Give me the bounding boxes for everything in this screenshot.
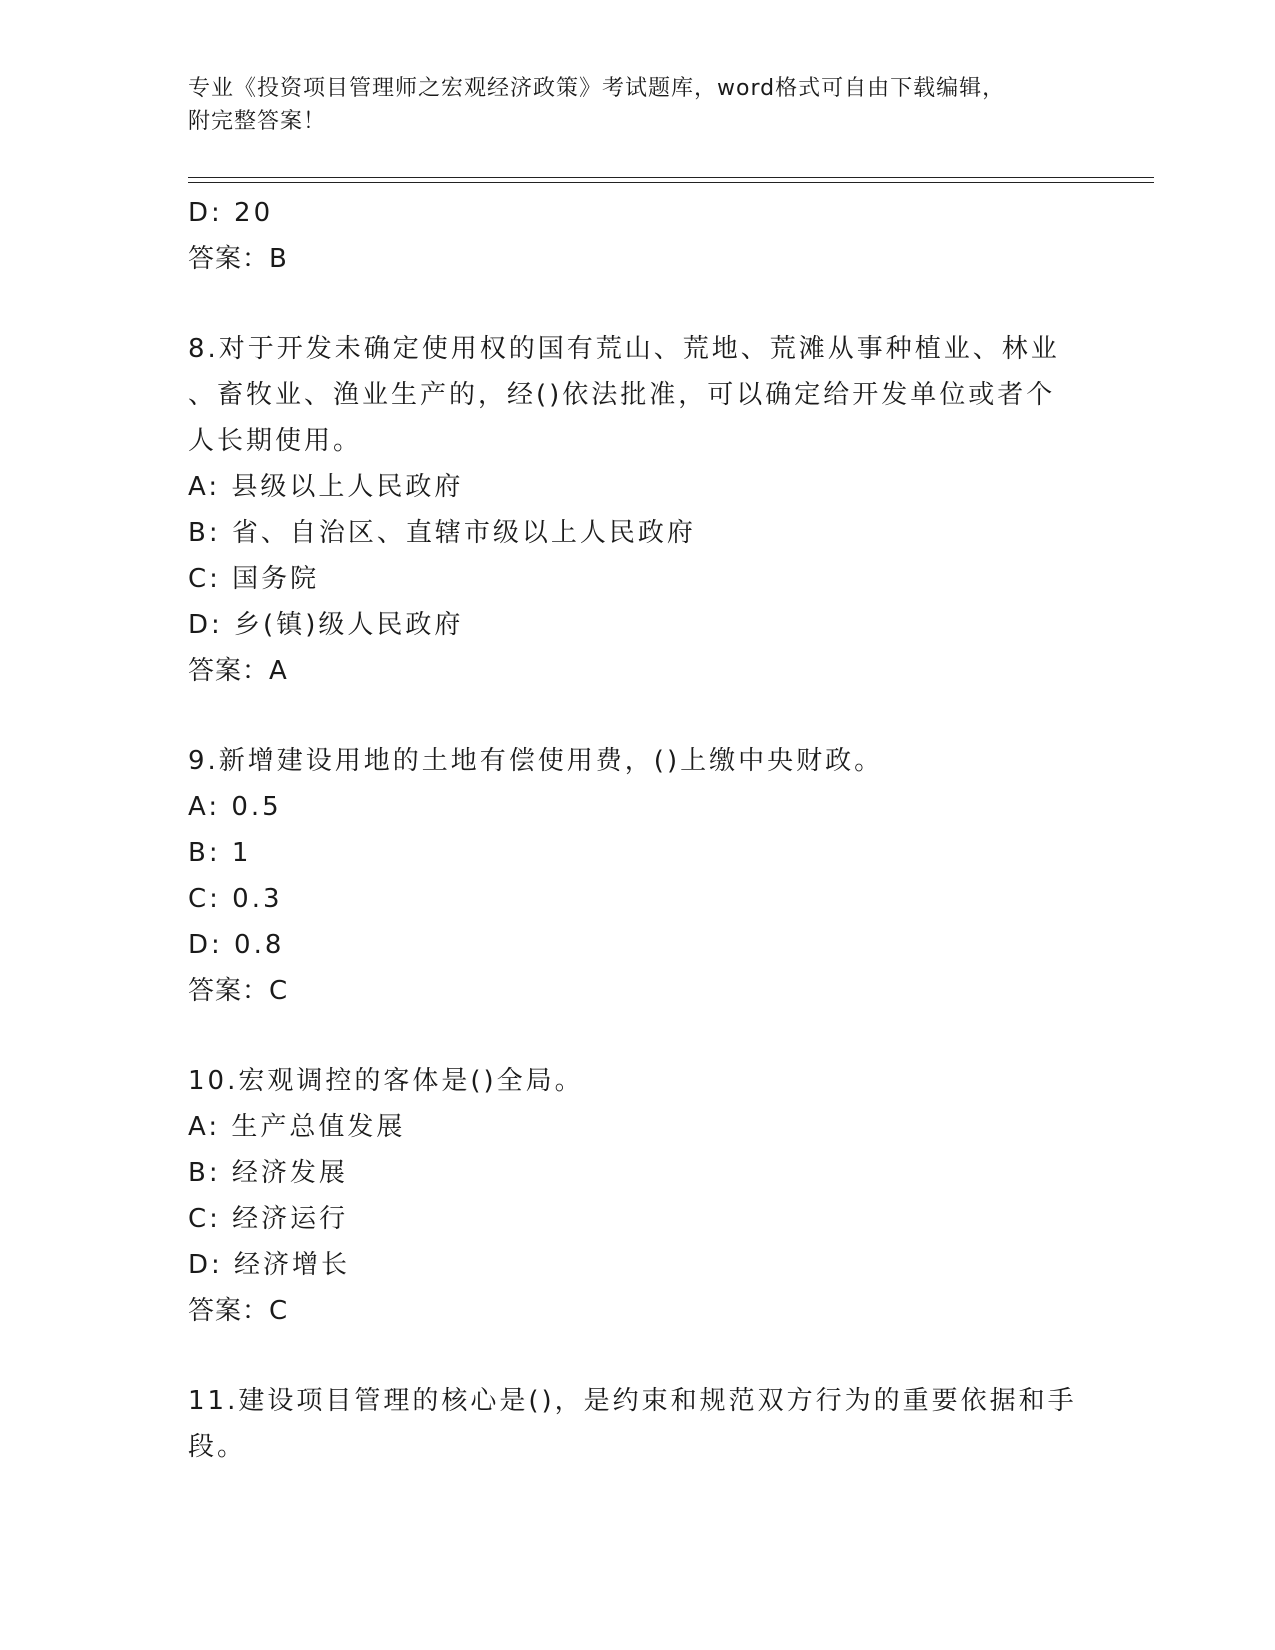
header-line-1: 专业《投资项目管理师之宏观经济政策》考试题库，word格式可自由下载编辑， — [188, 76, 1006, 101]
header-rule-top — [188, 177, 1154, 178]
question-text-line: 、畜牧业、渔业生产的，经()依法批准，可以确定给开发单位或者个 — [188, 380, 1056, 410]
option-c: C: 经济运行 — [188, 1204, 349, 1234]
option-b: B: 经济发展 — [188, 1158, 348, 1188]
option-a: A: 县级以上人民政府 — [188, 472, 464, 502]
option-d: D: 乡(镇)级人民政府 — [188, 610, 464, 640]
answer: 答案：C — [188, 1296, 289, 1326]
question-11 — [188, 1378, 1088, 1470]
option-c: C: 国务院 — [188, 564, 320, 594]
option-d: D: 经济增长 — [188, 1250, 351, 1280]
question-text-line: 9.新增建设用地的土地有偿使用费，()上缴中央财政。 — [188, 746, 884, 776]
answer: 答案：A — [188, 656, 288, 686]
document-header — [188, 72, 1068, 138]
question-text-line: 人长期使用。 — [188, 426, 363, 456]
question-text-line: 11.建设项目管理的核心是()，是约束和规范双方行为的重要依据和手 — [188, 1386, 1077, 1416]
option-d: D: 0.8 — [188, 930, 285, 960]
question-list — [188, 190, 1088, 1470]
question-8 — [188, 326, 1088, 694]
header-line-2: 附完整答案！ — [188, 109, 327, 134]
question-text-line: 10.宏观调控的客体是()全局。 — [188, 1066, 584, 1096]
option-c: C: 0.3 — [188, 884, 283, 914]
header-rule-bottom — [188, 182, 1154, 183]
question-text-line: 8.对于开发未确定使用权的国有荒山、荒地、荒滩从事种植业、林业 — [188, 334, 1060, 364]
prev-option-d: D: 20 — [188, 198, 274, 228]
option-a: A: 生产总值发展 — [188, 1112, 406, 1142]
option-a: A: 0.5 — [188, 792, 282, 822]
question-text-line: 段。 — [188, 1432, 247, 1462]
question-10 — [188, 1058, 1088, 1334]
option-b: B: 省、自治区、直辖市级以上人民政府 — [188, 518, 696, 548]
option-b: B: 1 — [188, 838, 252, 868]
answer: 答案：C — [188, 976, 289, 1006]
question-9 — [188, 738, 1088, 1014]
prev-answer: 答案：B — [188, 244, 288, 274]
